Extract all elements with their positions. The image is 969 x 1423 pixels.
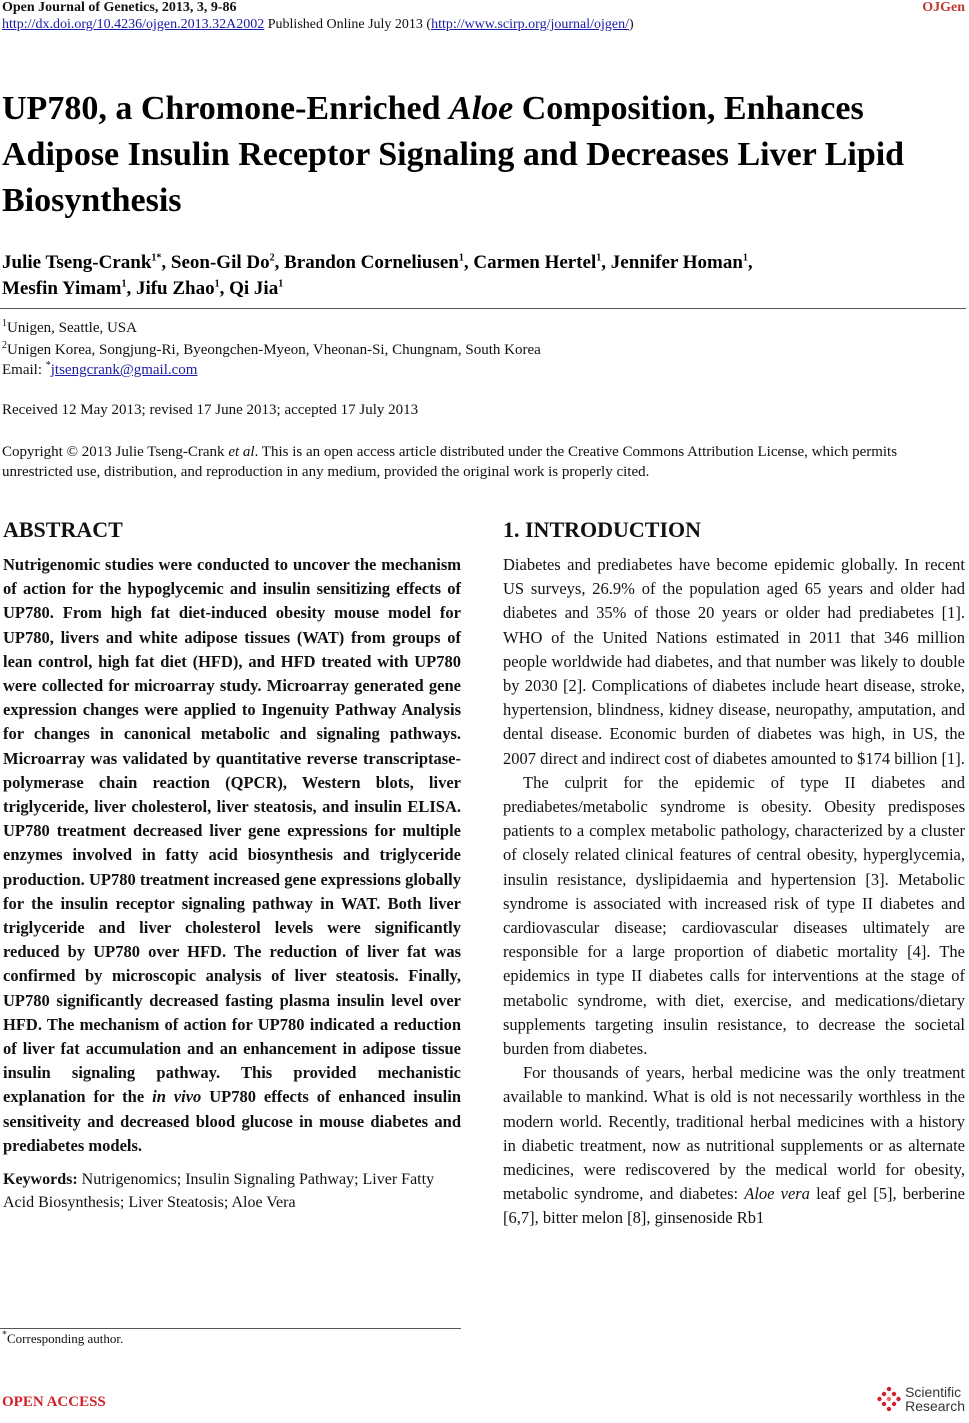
author: Jifu Zhao$^1$ xyxy=(135,278,220,299)
abstract-section xyxy=(3,516,461,1214)
author-list: Julie Tseng-Crank$^{1*}$, Seon-Gil Do$^2$, Brandon Corneliusen$^1$, Carmen Hertel$^1$, Jennifer Homan$^1$, Mesfin Yimam$^1$, Jifu Zhao$^1$, Qi Jia$^1$ xyxy=(2,252,753,299)
intro-paragraph-2: The culprit for the epidemic of type II diabetes and prediabetes/metabolic syndrome is obesity. Obesity predisposes patients to a complex metabolic pathology, characterized by a cluster of closely related clinical features of central obesity, hyperglycemia, insulin resistance, dyslipidaemia and hypertension [3]. Metabolic syndrome is associated with increased risk of type II diabetes and cardiovascular disease; cardiovascular diseases ultimately are responsible for a large proportion of diabetic mortality [4]. The epidemics in type II diabetes calls for interventions at the stage of metabolic syndrome, with diet, exercise, and medications/dietary supplements targeting insulin resistance, to decrease the societal burden from diabetes. xyxy=(503,772,965,1059)
divider xyxy=(0,308,966,309)
journal-code: OJGen xyxy=(922,0,965,15)
introduction-section xyxy=(503,516,965,1231)
author: Qi Jia$^1$ xyxy=(229,278,284,299)
email-line: Email: *jtsengcrank@gmail.com xyxy=(2,360,198,378)
title-part1: UP780, a Chromone-Enriched xyxy=(2,90,450,127)
introduction-heading: 1. INTRODUCTION xyxy=(503,517,702,542)
author: Brandon Corneliusen$^1$ xyxy=(284,252,464,273)
affiliation-1: $^1$Unigen, Seattle, USA xyxy=(2,318,137,336)
author: Carmen Hertel$^1$ xyxy=(473,252,602,273)
publisher-logo-icon xyxy=(877,1386,901,1412)
scientific-research-logo xyxy=(877,1385,965,1413)
doi-link[interactable]: http://dx.doi.org/10.4236/ojgen.2013.32A2002 xyxy=(2,17,265,32)
copyright-notice: Copyright © 2013 Julie Tseng-Crank et al. This is an open access article distributed under the Creative Commons Attribution License, which permits unrestricted use, distribution, and reproduction in any medium, provided the original work is properly cited. xyxy=(2,444,898,480)
received-dates: Received 12 May 2013; revised 17 June 2013; accepted 17 July 2013 xyxy=(2,402,419,418)
email-link[interactable]: jtsengcrank@gmail.com xyxy=(50,362,198,378)
doi-line xyxy=(2,17,634,33)
journal-link[interactable]: http://www.scirp.org/journal/ojgen/ xyxy=(431,17,630,32)
author: Julie Tseng-Crank$^{1*}$ xyxy=(2,252,162,273)
logo-text: Scientific Research xyxy=(905,1384,965,1414)
keywords xyxy=(3,1168,461,1214)
intro-paragraph-3: For thousands of years, herbal medicine was the only treatment available to mankind. What is old is not necessarily worthless in the modern world. Recently, traditional herbal medicines with a history in diabetic treatment, now as nutritional supplements or as alternate medicines, were rediscovered by the medical world for obesity, metabolic syndrome, and diabetes: Aloe vera leaf gel [5], berberine [6,7], bitter melon [8], ginsenoside Rb1 xyxy=(503,1063,965,1228)
intro-paragraph-1: Diabetes and prediabetes have become epidemic globally. In recent US surveys, 26.9% of the population aged 65 years and older had diabetes and 35% of those 20 years or older had prediabetes [1]. WHO of the United Nations estimated in 2011 that 346 million people worldwide had diabetes, and that number was likely to double by 2030 [2]. Complications of diabetes include heart disease, stroke, hypertension, blindness, kidney disease, neuropathy, amputation, and dental disease. Economic burden of diabetes was high, in US, the 2007 direct and indirect cost of diabetes amounted to $174 billion [1]. xyxy=(503,555,965,768)
keywords-text: Nutrigenomics; Insulin Signaling Pathway; Liver Fatty Acid Biosynthesis; Liver Steatosis; Aloe Vera xyxy=(3,1171,435,1212)
affiliation-2: $^2$Unigen Korea, Songjung-Ri, Byeongchen-Myeon, Vheonan-Si, Chungnam, South Korea xyxy=(2,340,541,358)
keywords-label: Keywords: xyxy=(3,1171,78,1189)
title-part2: Composition, Enhances Adipose Insulin Receptor Signaling and Decreases Liver Lipid Biosynthesis xyxy=(2,90,905,219)
author: Seon-Gil Do$^2$ xyxy=(170,252,275,273)
author: Mesfin Yimam$^1$ xyxy=(2,278,127,299)
open-access-label: OPEN ACCESS xyxy=(2,1394,106,1410)
paper-title xyxy=(2,86,967,224)
abstract-text: Nutrigenomic studies were conducted to uncover the mechanism of action for the hypoglycemic and insulin sensitizing effects of UP780. From high fat diet-induced obesity mouse model for UP780, livers and white adipose tissues (WAT) from groups of lean control, high fat diet (HFD), and HFD treated with UP780 were collected for microarray study. Microarray generated gene expression changes were applied to Ingenuity Pathway Analysis for changes in canonical metabolic and signaling pathways. Microarray was validated by quantitative reverse transcriptase-polymerase chain reaction (QPCR), Western blots, liver triglyceride, liver cholesterol, liver steatosis, and insulin ELISA. UP780 treatment decreased liver gene expressions for multiple enzymes involved in fatty acid biosynthesis and triglyceride production. UP780 treatment increased gene expressions globally for the insulin receptor signaling pathway in WAT. Both liver triglyceride and liver cholesterol levels were significantly reduced by UP780 over HFD. The reduction of liver fat was confirmed by microscopic analysis of liver steatosis. Finally, UP780 significantly decreased fasting plasma insulin level over HFD. The mechanism of action for UP780 indicated a reduction of liver fat accumulation and an enhancement in adipose tissue insulin signaling pathway. This provided mechanistic explanation for the in vivo UP780 effects of enhanced insulin sensitiveity and decreased blood glucose in mouse diabetes and prediabetes models. xyxy=(3,555,461,1155)
published-text: Published Online July 2013 ( xyxy=(264,17,432,32)
title-italic: Aloe xyxy=(449,90,514,127)
close-paren: ) xyxy=(629,17,634,32)
footnote-divider xyxy=(0,1328,461,1329)
journal-citation: Open Journal of Genetics, 2013, 3, 9-86 xyxy=(2,0,237,15)
abstract-heading: ABSTRACT xyxy=(3,517,123,542)
author: Jennifer Homan$^1$ xyxy=(610,252,748,273)
footnote: *Corresponding author. xyxy=(2,1329,124,1346)
